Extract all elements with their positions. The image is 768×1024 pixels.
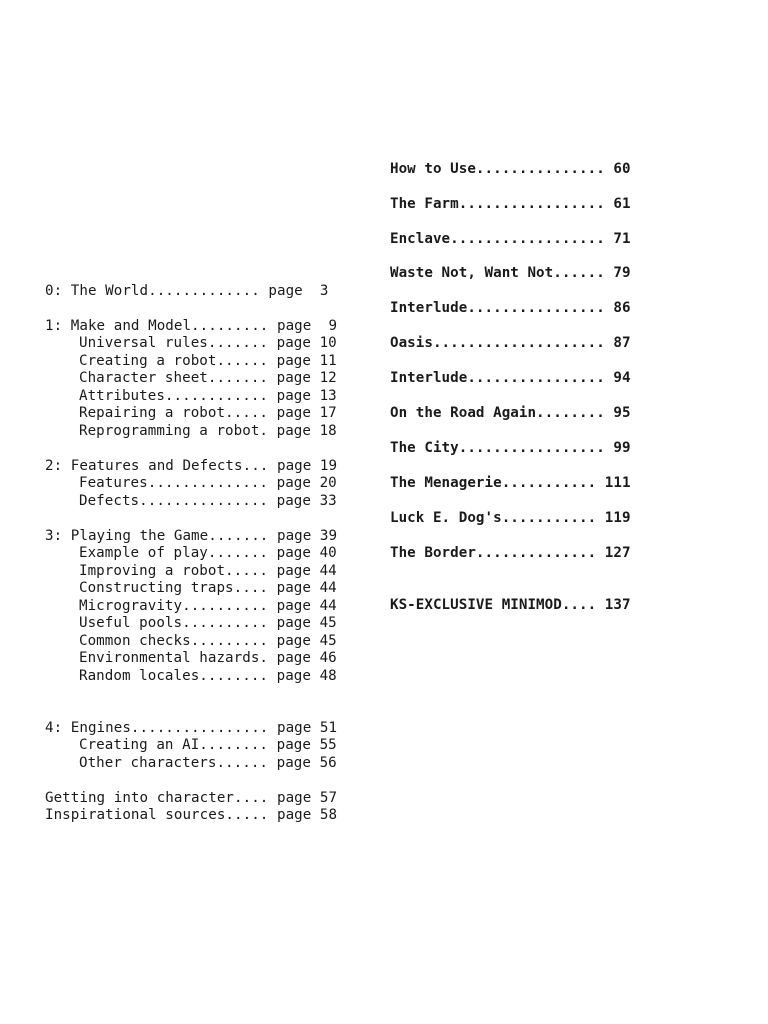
toc-entry: Inspirational sources..... page 58 [45, 807, 338, 823]
toc-entry: The Farm................. 61 [390, 196, 631, 212]
toc-entry: 3: Playing the Game....... page 39 [45, 528, 338, 544]
toc-entry: 2: Features and Defects... page 19 [45, 458, 338, 474]
toc-subentry: Improving a robot..... page 44 [79, 563, 337, 579]
toc-entry: Oasis.................... 87 [390, 335, 631, 351]
toc-subentry: Common checks......... page 45 [79, 633, 337, 649]
toc-subentry: Environmental hazards. page 46 [79, 650, 337, 666]
toc-subentry: Example of play....... page 40 [79, 545, 337, 561]
toc-entry: On the Road Again........ 95 [390, 405, 631, 421]
toc-entry: Waste Not, Want Not...... 79 [390, 265, 631, 281]
toc-entry: The Border.............. 127 [390, 545, 631, 561]
toc-entry: Interlude................ 86 [390, 300, 631, 316]
toc-subentry: Reprogramming a robot. page 18 [79, 423, 337, 439]
toc-subentry: Other characters...... page 56 [79, 755, 337, 771]
toc-subentry: Random locales........ page 48 [79, 668, 337, 684]
toc-entry: KS-EXCLUSIVE MINIMOD.... 137 [390, 597, 631, 613]
toc-entry: 1: Make and Model......... page 9 [45, 318, 338, 334]
toc-subentry: Attributes............ page 13 [79, 388, 337, 404]
toc-entry: The City................. 99 [390, 440, 631, 456]
toc-subentry: Repairing a robot..... page 17 [79, 405, 337, 421]
toc-subentry: Defects............... page 33 [79, 493, 337, 509]
toc-entry: Enclave.................. 71 [390, 231, 631, 247]
toc-entry: 0: The World............. page 3 [45, 283, 329, 299]
toc-entry: The Menagerie........... 111 [390, 475, 631, 491]
toc-subentry: Universal rules....... page 10 [79, 335, 337, 351]
toc-subentry: Useful pools.......... page 45 [79, 615, 337, 631]
toc-entry: 4: Engines................ page 51 [45, 720, 338, 736]
toc-subentry: Character sheet....... page 12 [79, 370, 337, 386]
toc-subentry: Creating a robot...... page 11 [79, 353, 337, 369]
toc-entry: Getting into character.... page 57 [45, 790, 338, 806]
toc-left-column [45, 0, 338, 823]
toc-entry: How to Use............... 60 [390, 161, 631, 177]
toc-subentry: Features.............. page 20 [79, 475, 337, 491]
toc-entry: Interlude................ 94 [390, 370, 631, 386]
toc-right-column [390, 0, 631, 613]
toc-subentry: Creating an AI........ page 55 [79, 737, 337, 753]
toc-subentry: Constructing traps.... page 44 [79, 580, 337, 596]
toc-subentry: Microgravity.......... page 44 [79, 598, 337, 614]
toc-entry: Luck E. Dog's........... 119 [390, 510, 631, 526]
